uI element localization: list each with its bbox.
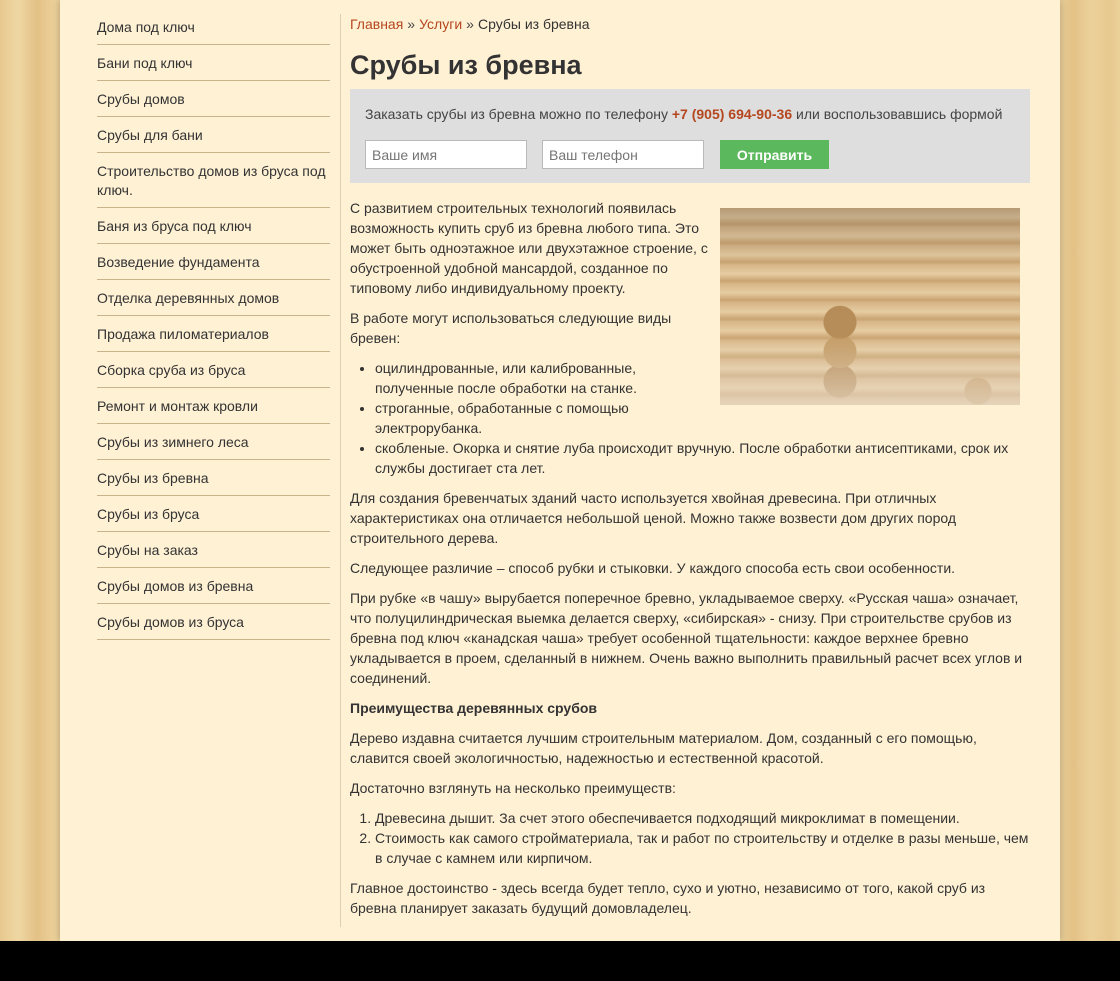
sidebar-item [97,280,330,316]
article-paragraph: В работе могут использоваться следующие виды бревен: [350,310,672,346]
phone-input[interactable] [542,140,704,169]
breadcrumb-current: Срубы из бревна [477,16,590,32]
order-phone-number: +7 (905) 694-90-36 [671,106,793,122]
sidebar-link-sruby-domov-iz-brusa[interactable]: Срубы домов из бруса [97,614,244,630]
submit-button[interactable]: Отправить [720,140,829,169]
sidebar-item [97,568,330,604]
page-container [60,0,1060,941]
sidebar-link-sruby-iz-brusa[interactable]: Срубы из бруса [97,506,200,522]
sidebar-item [97,45,330,81]
breadcrumb-home-link[interactable]: Главная [350,16,404,32]
list-item: 1. Древесина дышит. За счет этого обеспечивается подходящий микроклимат в помещении. [375,808,1030,828]
sidebar-item [97,8,330,45]
list-item: • строганные, обработанные с помощью электрорубанка. [375,398,1030,438]
article-paragraph: Следующее различие – способ рубки и стыковки. У каждого способа есть свои особенности. [350,560,956,576]
article-subheading: Преимущества деревянных срубов [350,700,598,716]
list-item: 2. Стоимость как самого стройматериала, так и работ по строительству и отделке в разы меньше, чем в случае с камнем или кирпичом. [375,828,1030,868]
name-input[interactable] [365,140,527,169]
sidebar-item [97,153,330,208]
sidebar-link-otdelka-domov[interactable]: Отделка деревянных домов [97,290,280,306]
photo-shade [720,208,1020,268]
article-paragraph: Для создания бревенчатых зданий часто используется хвойная древесина. При отличных характеристиках она отличается небольшой ценой. Можно также возвести дом других пород строительного дерева. [350,490,957,546]
sidebar-link-banya-iz-brusa[interactable]: Баня из бруса под ключ [97,218,252,234]
sidebar-link-sruby-na-zakaz[interactable]: Срубы на заказ [97,542,198,558]
page-title: Срубы из бревна [350,50,582,80]
sidebar-item [97,532,330,568]
sidebar-item [97,244,330,280]
breadcrumb-services-link[interactable]: Услуги [419,16,463,32]
article-body [350,198,1030,928]
photo-ground [720,335,1020,405]
breadcrumb-separator: » [466,16,474,32]
sidebar-link-sruby-domov-iz-brevna[interactable]: Срубы домов из бревна [97,578,254,594]
list-item: • оцилиндрованные, или калиброванные, полученные после обработки на станке. [375,358,1030,398]
article-paragraph: Достаточно взглянуть на несколько преимуществ: [350,780,676,796]
article-paragraph: Дерево издавна считается лучшим строительным материалом. Дом, созданный с его помощью, славится своей экологичностью, надежностью и естественной красотой. [350,730,977,766]
sidebar-link-sborka-sruba[interactable]: Сборка сруба из бруса [97,362,246,378]
article-paragraph: При рубке «в чашу» вырубается поперечное бревно, укладываемое сверху. «Русская чаша» означает, что полуцилиндрическая выемка делается сверху, «сибирская» - снизу. При строительстве срубов из бревна под ключ «канадская чаша» требует особенной тщательности: каждое верхнее бревно укладывается в проем, сделанный в нижнем. Очень важно выполнить правильный расчет всех углов и соединений. [350,590,1023,686]
order-form-text [365,104,1015,124]
order-text-after: или воспользовавшись формой [796,106,1003,122]
sidebar-item [97,496,330,532]
footer-bar [0,941,1120,981]
sidebar-item [97,352,330,388]
column-divider [340,14,341,927]
advantages-list [350,808,1030,868]
sidebar-item [97,316,330,352]
sidebar-link-stroitelstvo-domov-iz-brusa[interactable]: Строительство домов из бруса под ключ. [97,163,326,198]
sidebar-link-doma-pod-klyuch[interactable]: Дома под ключ [97,19,195,35]
sidebar-link-vozvedenie-fundamenta[interactable]: Возведение фундамента [97,254,260,270]
sidebar-item [97,81,330,117]
sidebar-link-bani-pod-klyuch[interactable]: Бани под ключ [97,55,193,71]
log-house-photo [720,208,1020,405]
article-paragraph: Главное достоинство - здесь всегда будет тепло, сухо и уютно, независимо от того, какой сруб из бревна планирует заказать будущий домовладелец. [350,880,986,916]
sidebar-link-sruby-dlya-bani[interactable]: Срубы для бани [97,127,203,143]
sidebar-menu [97,8,330,640]
sidebar-item [97,117,330,153]
sidebar-list [97,8,330,640]
sidebar-link-sruby-zimnego-lesa[interactable]: Срубы из зимнего леса [97,434,249,450]
sidebar-item [97,604,330,640]
sidebar-item [97,208,330,244]
sidebar-link-sruby-iz-brevna[interactable]: Срубы из бревна [97,470,209,486]
order-text-before: Заказать срубы из бревна можно по телефону [365,106,668,122]
sidebar-link-prodazha-pilomaterialov[interactable]: Продажа пиломатериалов [97,326,269,342]
sidebar-item [97,424,330,460]
article-paragraph: С развитием строительных технологий появилась возможность купить сруб из бревна любого типа. Это может быть одноэтажное или двухэтажное строение, с обустроенной удобной мансардой, созданное по типовому либо индивидуальному проекту. [350,200,708,296]
breadcrumb [350,14,590,34]
sidebar-item [97,388,330,424]
order-form [350,89,1030,183]
order-form-fields [365,140,1015,170]
breadcrumb-separator: » [407,16,416,32]
sidebar-link-remont-krovli[interactable]: Ремонт и монтаж кровли [97,398,258,414]
sidebar-link-sruby-domov[interactable]: Срубы домов [97,91,185,107]
sidebar-item [97,460,330,496]
list-item: • скобленые. Окорка и снятие луба происходит вручную. После обработки антисептиками, срок их службы достигает ста лет. [375,438,1030,478]
